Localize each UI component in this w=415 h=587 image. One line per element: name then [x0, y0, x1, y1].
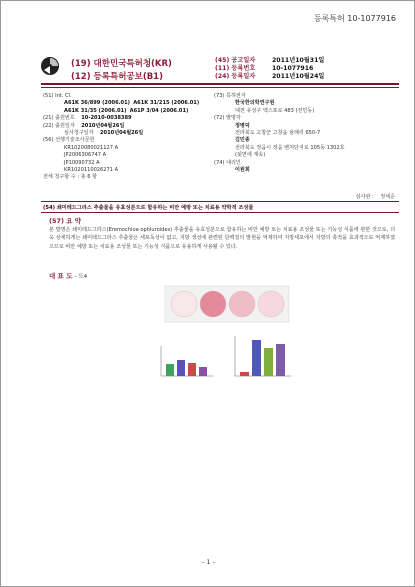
header-rule: [41, 83, 399, 85]
int-cl-code: A61K 31/35 (2006.01): [64, 107, 127, 114]
app-date-label: (22) 출원일자: [43, 122, 75, 129]
prior-art-item: KR1020080021127 A: [64, 144, 119, 151]
claims-count: 전체 청구항 수 : 총 6 항: [43, 174, 98, 181]
publication-info: [215, 57, 324, 81]
app-date: 2010년04월26일: [81, 122, 125, 129]
pub-info-value: 10-1077916: [272, 65, 314, 72]
kipo-logo-icon: [40, 56, 60, 76]
document-number: 등록특허 10-1077916: [313, 14, 396, 23]
pub-info-key: (45) 공고일자: [215, 57, 256, 64]
app-number-label: (21) 출원번호: [43, 115, 75, 122]
rep-figure-heading: [49, 271, 87, 280]
title-rule-top: [41, 201, 399, 202]
inventor-name: 정병덕: [235, 122, 250, 129]
patentee-label: (73) 특허권자: [214, 93, 246, 99]
rep-figure-value: - 도4: [74, 274, 88, 280]
int-cl-code: A61P 3/04 (2006.01): [129, 107, 189, 114]
bar: [166, 364, 174, 376]
patentee-address: 대전 유성구 엑스포로 483 (전민동): [235, 107, 315, 114]
pub-info-row: [215, 65, 324, 73]
well-extract-low: [229, 291, 255, 317]
prior-art-item: JP10090732 A: [64, 159, 100, 166]
pub-info-row: [215, 57, 324, 65]
pub-info-value: 2011년10월24일: [272, 73, 325, 80]
bar: [199, 367, 207, 376]
prior-art-label: (56) 선행기술조사문헌: [43, 137, 95, 144]
app-number-row: [43, 115, 213, 122]
well-control: [171, 291, 197, 317]
inventor-label: (72) 발명자: [214, 115, 241, 122]
issuer-block: [71, 58, 172, 84]
rep-figure-label: 대 표 도: [49, 272, 73, 280]
well-extract-high: [258, 291, 284, 317]
examiner: [356, 193, 395, 200]
app-number: 10-2010-0038389: [81, 115, 132, 122]
examiner-name: 정세준: [380, 194, 395, 200]
int-cl-row: [43, 100, 213, 107]
bar: [240, 372, 249, 376]
page-number: - 1 -: [202, 558, 215, 566]
patentee-name: 한국한의학연구원: [235, 100, 275, 107]
invention-title: (54) 쇄미레드그라스 추출물을 유효성분으로 함유하는 비만 예방 또는 치료용 약학적 조성물: [43, 205, 254, 211]
int-cl-label: (51) Int. Cl.: [43, 93, 72, 99]
agent-label: (74) 대리인: [214, 159, 241, 166]
publication-type: (12) 등록특허공보(B1): [71, 72, 163, 82]
bar: [252, 340, 261, 376]
pub-info-row: [215, 73, 324, 81]
issuer-country: (19) 대한민국특허청(KR): [71, 59, 172, 69]
abstract-text: 본 발명은 쇄미레드그라스(Eremochloa ophiuroides) 추출물을 유효성분으로 함유하는 비만 예방 또는 치료용 조성물 또는 기능성 식품에 관한 것으로, 더욱 상세하게는 쇄미레드그라스 추출물은 세포독성이 없고, 지방 생성에 관련된 단백질의 발현을 억제하여 지방세포에서 지방의 축적을 효과적으로 억제하였으므로 비만 예방 또는 치료용 조성물 또는 기능성 식품으로 유용하게 사용될 수 있다.: [49, 227, 395, 250]
representative-figure: [151, 284, 301, 384]
bar: [276, 344, 285, 376]
bar: [188, 363, 196, 376]
well-adipogenic: [200, 291, 226, 317]
pub-info-value: 2011년10월31일: [272, 57, 325, 64]
bar: [264, 348, 273, 376]
prior-art-item: JP2006306747 A: [64, 152, 107, 159]
title-rule-bottom: [41, 212, 399, 213]
prior-art-item: KR1020110026271 A: [64, 167, 119, 174]
exam-date-label: 심사청구일자: [64, 130, 94, 137]
int-cl-code: A61K 36/899 (2006.01): [64, 100, 130, 107]
inventor-address: 전라북도 고창군 고창읍 율례리 650-7: [235, 130, 321, 137]
header-rule-thin: [41, 87, 399, 88]
examiner-label: 심사관 :: [355, 194, 374, 200]
bibliographic-left: [43, 93, 213, 182]
bar: [177, 360, 185, 376]
pub-info-key: (11) 등록번호: [215, 65, 256, 72]
abstract-heading: (57) 요 약: [49, 217, 82, 225]
int-cl-code: A61K 31/215 (2006.01): [133, 100, 200, 107]
app-date-row: [43, 123, 213, 130]
continued-note: (뒷면에 계속): [235, 152, 266, 159]
exam-date: 2010년04월26일: [100, 130, 144, 137]
inventor-address: 전라북도 정읍시 정읍 벤처단지로 105동 1302호: [235, 144, 345, 151]
agent-name: 이원희: [235, 167, 250, 174]
pub-info-key: (24) 등록일자: [215, 73, 256, 80]
bibliographic-right: [214, 93, 399, 174]
inventor-name: 김민종: [235, 137, 250, 144]
